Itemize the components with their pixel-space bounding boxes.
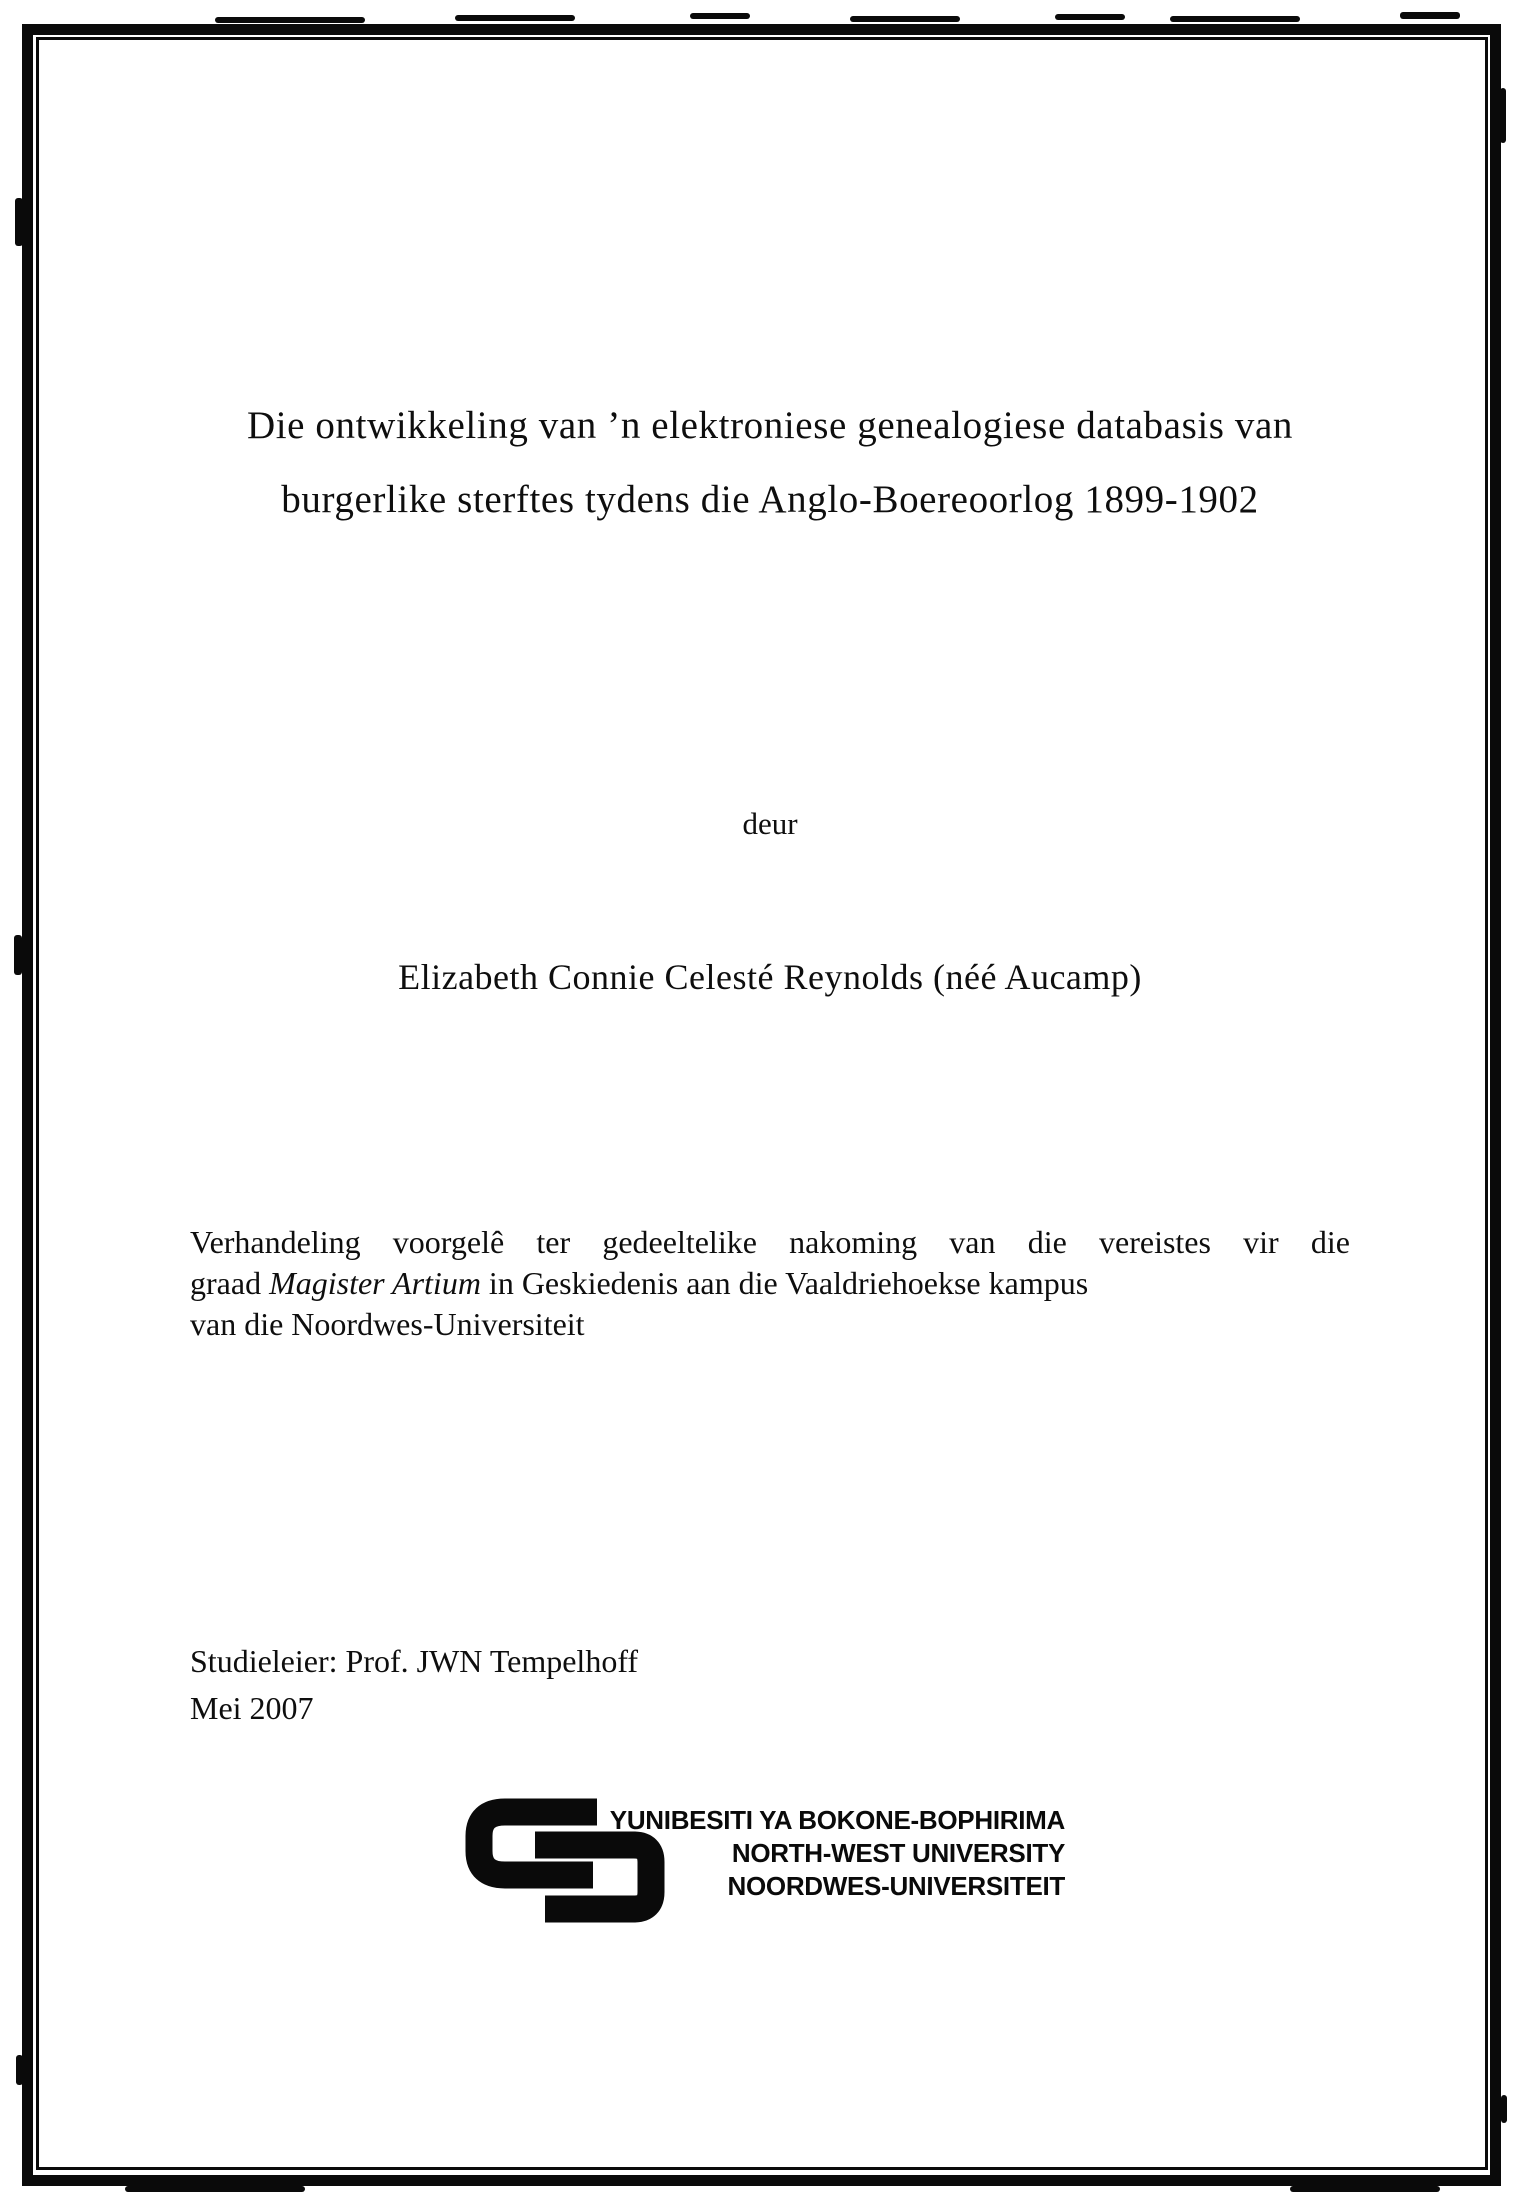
statement-line-3: van die Noordwes-Universiteit bbox=[190, 1306, 585, 1342]
scan-artifact bbox=[16, 2055, 23, 2085]
scan-artifact bbox=[690, 13, 750, 19]
logo-text-line-2: NORTH-WEST UNIVERSITY bbox=[731, 1838, 1065, 1868]
scan-artifact bbox=[1170, 16, 1300, 22]
degree-name-italic: Magister Artium bbox=[269, 1265, 481, 1301]
scan-artifact bbox=[850, 16, 960, 22]
submission-statement bbox=[190, 1222, 1350, 1345]
scan-artifact bbox=[15, 198, 23, 246]
supervisor-block bbox=[190, 1638, 1350, 1732]
author-name: Elizabeth Connie Celesté Reynolds (néé Aucamp) bbox=[398, 957, 1142, 997]
university-logo-text bbox=[585, 1804, 1065, 1903]
statement-line-1: Verhandeling voorgelê ter gedeeltelike nakoming van die vereistes vir die bbox=[190, 1224, 1350, 1260]
university-logo bbox=[465, 1798, 1077, 1938]
scan-artifact bbox=[1501, 2095, 1507, 2123]
supervisor-line: Studieleier: Prof. JWN Tempelhoff bbox=[190, 1643, 639, 1679]
byline-deur: deur bbox=[742, 806, 798, 841]
scan-artifact bbox=[215, 17, 365, 23]
thesis-title-line-2: burgerlike sterftes tydens die Anglo-Boereoorlog 1899-1902 bbox=[281, 478, 1259, 521]
scan-artifact bbox=[455, 15, 575, 21]
scan-artifact bbox=[1500, 88, 1506, 143]
logo-text-line-1: YUNIBESITI YA BOKONE-BOPHIRIMA bbox=[609, 1805, 1065, 1835]
scan-artifact bbox=[1055, 14, 1125, 20]
scan-artifact bbox=[1400, 12, 1460, 19]
scan-artifact bbox=[125, 2186, 305, 2192]
statement-line-2-pre: graad bbox=[190, 1265, 270, 1301]
date-line: Mei 2007 bbox=[190, 1690, 314, 1726]
thesis-title-line-1: Die ontwikkeling van ’n elektroniese genealogiese databasis van bbox=[246, 404, 1294, 447]
statement-line-2-post: in Geskiedenis aan die Vaaldriehoekse kampus bbox=[480, 1265, 1089, 1301]
scan-artifact bbox=[1290, 2186, 1440, 2192]
statement-line-2 bbox=[190, 1263, 1350, 1304]
scan-artifact bbox=[14, 935, 22, 975]
logo-text-line-3: NOORDWES-UNIVERSITEIT bbox=[727, 1871, 1065, 1901]
